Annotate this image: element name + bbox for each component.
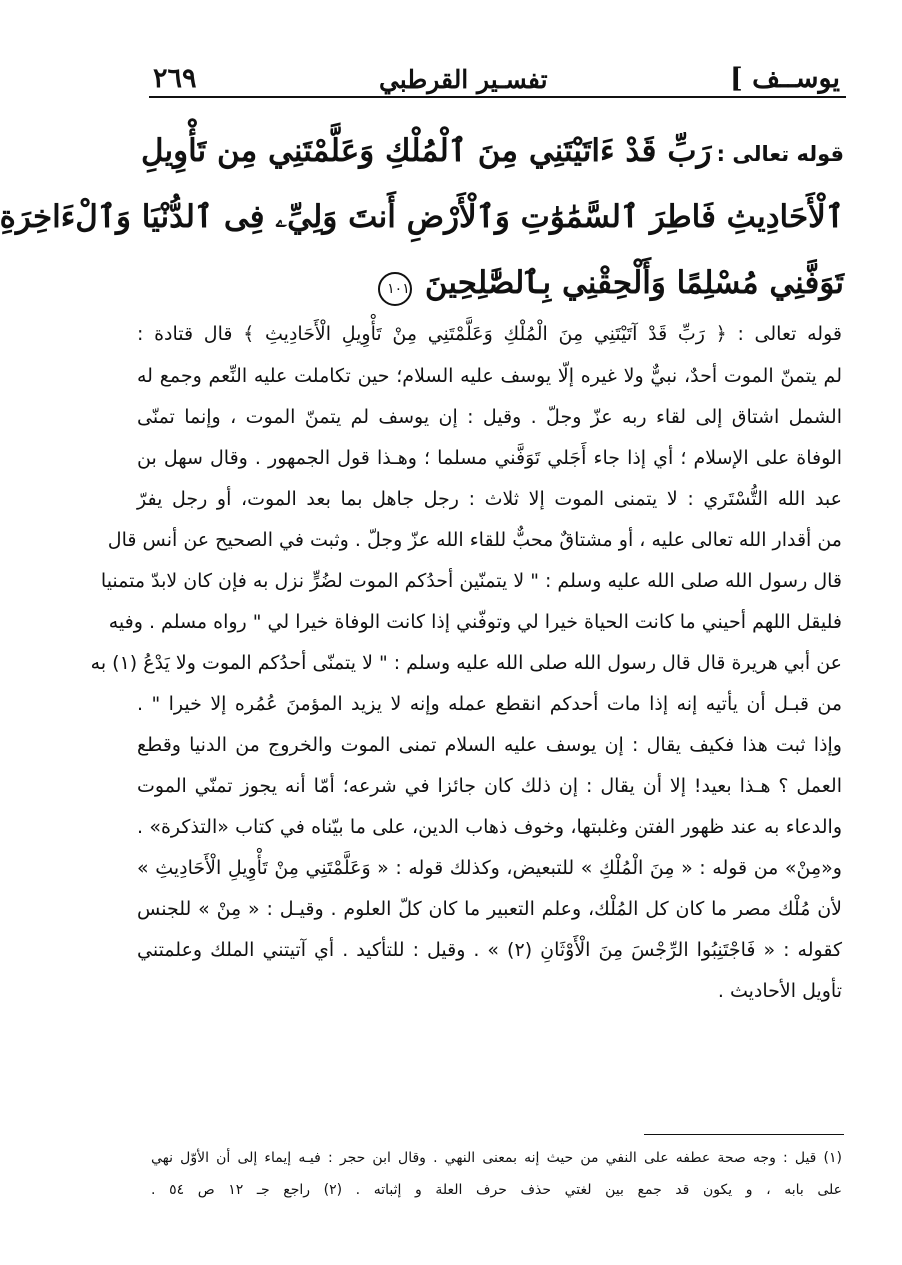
body-line: كقوله : « فَاجْتَنِبُوا الرِّجْسَ مِنَ الْأَوْثَانِ (٢) » . وقيل : للتأكيد . أي آتيتني الملك وعلمتني	[137, 939, 842, 961]
verse-text: رَبِّ قَدْ ءَاتَيْتَنِي مِنَ ٱلْمُلْكِ وَعَلَّمْتَنِي مِن تَأْوِيلِ	[141, 133, 712, 169]
body-line: قال رسول الله صلى الله عليه وسلم : " لا يتمنّين أحدُكم الموت لضُرٍّ نزل به فإن كان لابدّ متمنيا	[100, 570, 842, 592]
body-line: العمل ؟ هـذا بعيد! إلا أن يقال : إن ذلك كان جائزا في شرعه؛ أمّا أنه يجوز تمنّي الموت	[137, 775, 842, 797]
footnote-line: (١) قيل : وجه صحة عطفه على النفي من حيث إنه بمعنى النهي . وقال ابن حجر : فيـه إيماء إلى أن الأوّل نهي	[151, 1150, 842, 1166]
verse-line	[0, 184, 844, 250]
footnote-line: على بابه ، و يكون قد جمع بين لغتي حذف حرف العلة و إثباته . (٢) راجع جـ ١٢ ص ٥٤ .	[151, 1182, 843, 1198]
footnotes	[151, 1142, 842, 1206]
body-line: لأن مُلْك مصر ما كان كل المُلْك، وعلم التعبير ما كان كلّ العلوم . وقيـل : « مِنْ » للجنس	[137, 898, 842, 920]
verse-intro: قوله تعالى :	[716, 142, 845, 166]
footnote-divider	[644, 1134, 844, 1135]
page-header	[153, 42, 840, 94]
body-line: وإذا ثبت هذا فكيف يقال : إن يوسف عليه السلام تمنى الموت والخروج من الدنيا وقطع	[137, 734, 842, 756]
verse-text: تَوَفَّنِي مُسْلِمًا وَأَلْحِقْنِي بِٱلصَّٰلِحِينَ	[424, 265, 844, 301]
verse-text: ٱلْأَحَادِيثِ فَاطِرَ ٱلسَّمَٰوَٰتِ وَٱلْأَرْضِ أَنتَ وَلِيِّۦ فِى ٱلدُّنْيَا وَٱلْءَاخِرَةِ	[0, 199, 844, 235]
header-divider	[149, 96, 846, 98]
body-line: قوله تعالى : ﴿ رَبِّ قَدْ آتَيْتَنِي مِنَ الْمُلْكِ وَعَلَّمْتَنِي مِنْ تَأْوِيلِ الْأَحَادِيثِ ﴾ قال قتادة :	[137, 323, 842, 345]
quran-verse-block	[0, 118, 845, 316]
body-line: الوفاة على الإسلام ؛ أي إذا جاء أَجَلي تَوَفَّني مسلما ؛ وهـذا قول الجمهور . وقال سهل بن	[137, 447, 842, 469]
body-line: و«مِنْ» من قوله : « مِنَ الْمُلْكِ » للتبعيض، وكذلك قوله : « وَعَلَّمْتَنِي مِنْ تَأْوِيلِ الْأَحَادِيثِ »	[137, 857, 842, 879]
surah-name: يوســف ]	[729, 63, 840, 94]
verse-line	[141, 118, 844, 184]
verse-line	[141, 250, 844, 316]
body-line: من قبـل أن يأتيه إنه إذا مات أحدكم انقطع عمله وإنه لا يزيد المؤمنَ عُمُره إلا خيرا " .	[137, 693, 842, 715]
body-line: من أقدار الله تعالى عليه ، أو مشتاقٌ محبٌّ للقاء الله عزّ وجلّ . وثبت في الصحيح عن أنس قال	[107, 529, 842, 551]
body-line: لم يتمنّ الموت أحدٌ، نبيٌّ ولا غيره إلّا يوسف عليه السلام؛ حين تكاملت عليه النِّعم وجمع له	[137, 365, 842, 387]
book-title: تفسـير القرطبي	[378, 65, 548, 94]
page-number: ٢٦٩	[153, 63, 197, 94]
body-line: عن أبي هريرة قال قال رسول الله صلى الله عليه وسلم : " لا يتمنّى أحدُكم الموت ولا يَدْعُ (١) به	[90, 652, 842, 674]
ayah-number-marker: ١٠١	[378, 272, 412, 306]
body-line: الشمل اشتاق إلى لقاء ربه عزّ وجلّ . وقيل : إن يوسف لم يتمنّ الموت ، وإنما تمنّى	[137, 406, 842, 428]
body-line: عبد الله التُّسْتَري : لا يتمنى الموت إلا ثلاث : رجل جاهل بما بعد الموت، أو رجل يفرّ	[137, 488, 842, 510]
body-line: فليقل اللهم أحيني ما كانت الحياة خيرا لي وتوفّني إذا كانت الوفاة خيرا لي " رواه مسلم . وفيه	[108, 611, 842, 633]
body-line: والدعاء به عند ظهور الفتن وغلبتها، وخوف ذهاب الدين، على ما بيّناه في كتاب «التذكرة» .	[137, 816, 842, 838]
body-line: تأويل الأحاديث .	[717, 980, 842, 1002]
commentary-body	[90, 312, 842, 1012]
